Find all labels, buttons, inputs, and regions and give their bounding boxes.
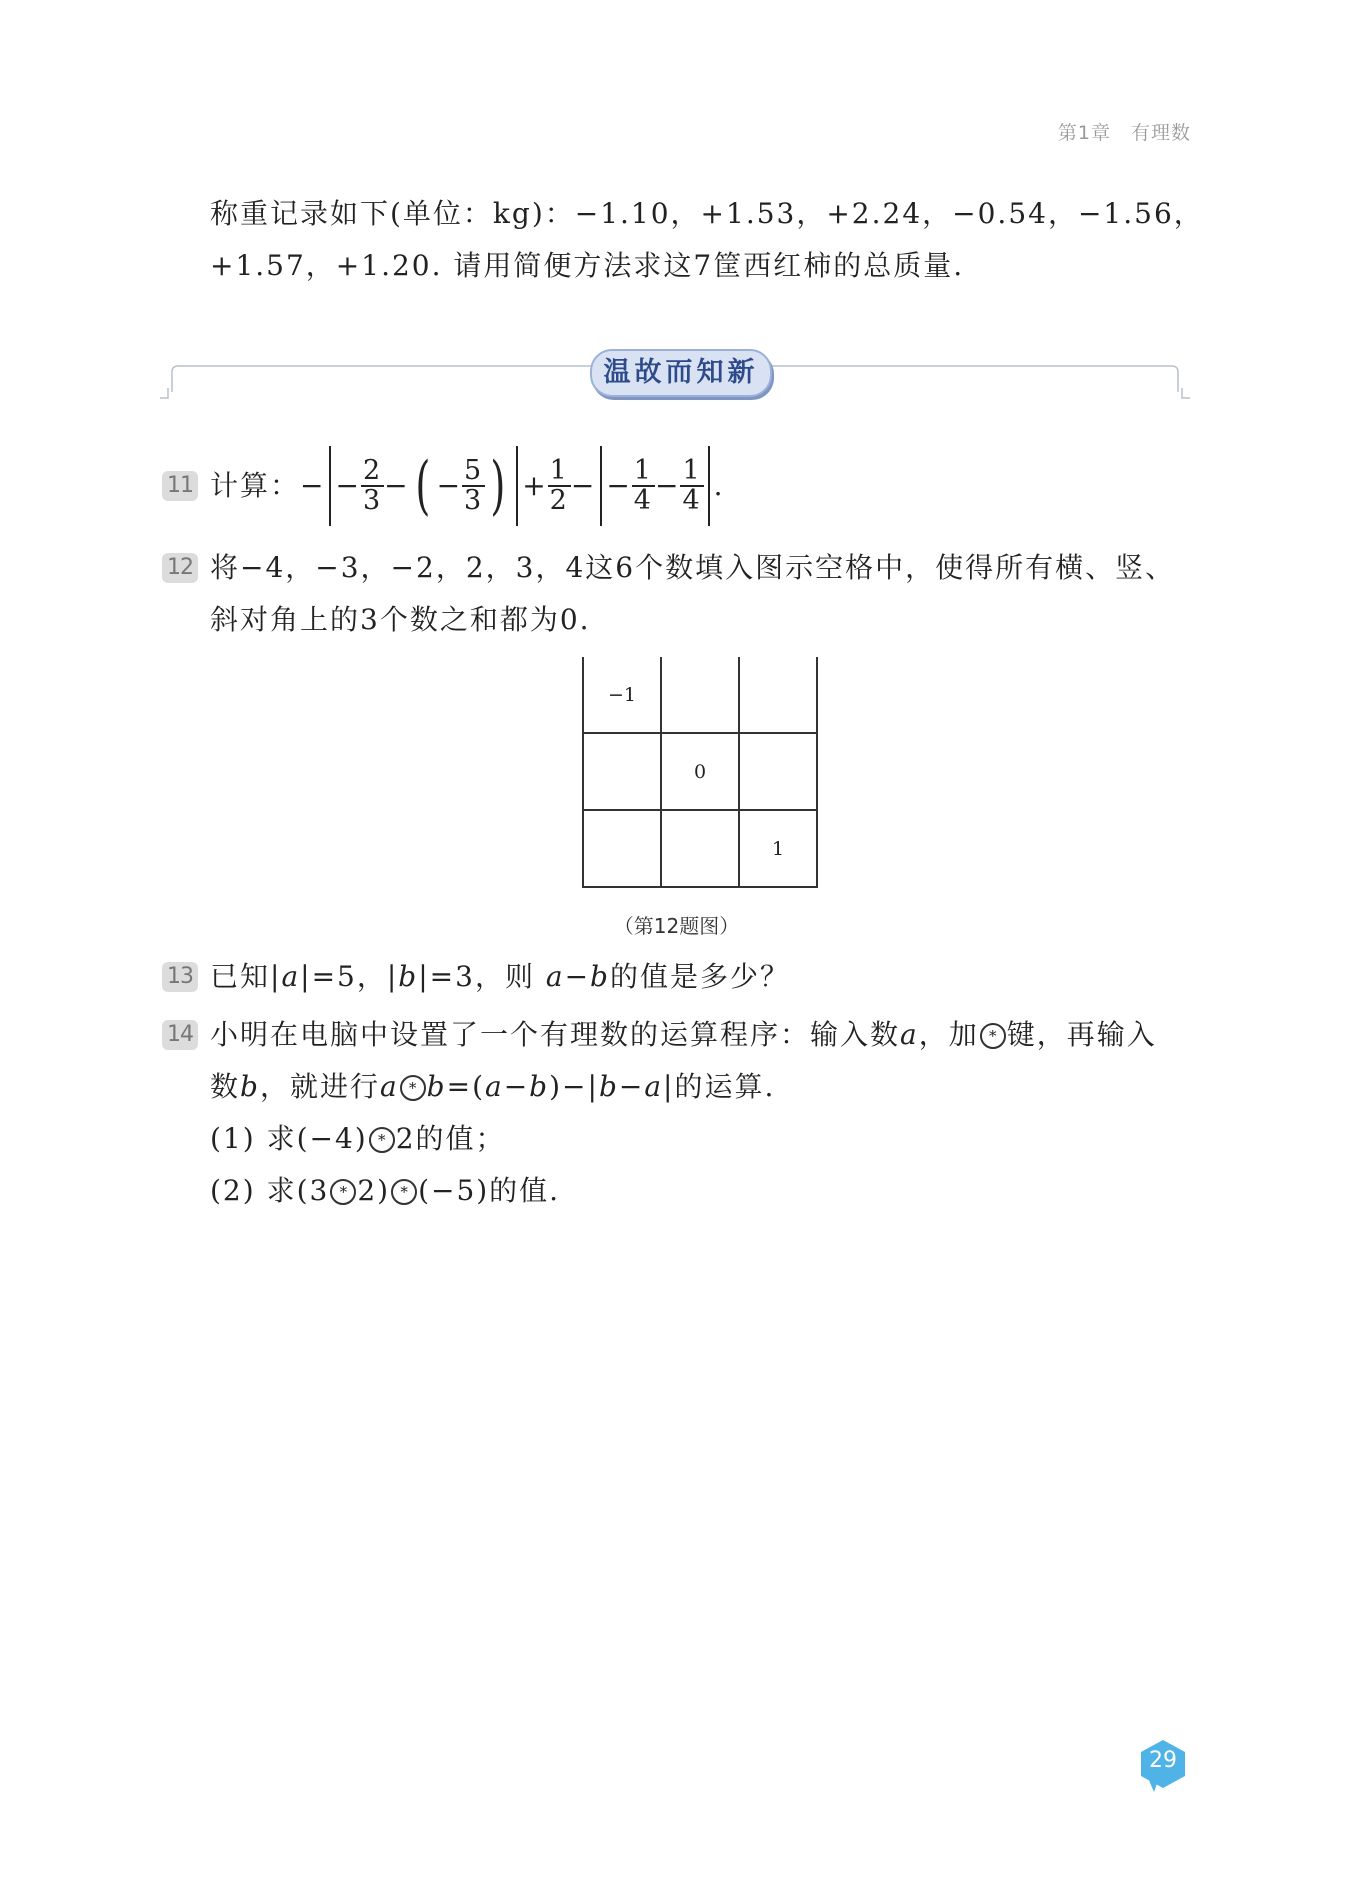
q14-subquestion-2 bbox=[210, 1174, 561, 1207]
grid-cell: −1 bbox=[583, 657, 661, 733]
fraction-numerator: 2 bbox=[362, 454, 383, 486]
var-b: b bbox=[590, 960, 610, 993]
question-number-11: 11 bbox=[162, 471, 198, 501]
abs-bar bbox=[329, 446, 331, 526]
var-a: a bbox=[485, 1070, 504, 1103]
fraction-denominator: 4 bbox=[682, 485, 702, 516]
circled-asterisk-icon: * bbox=[980, 1023, 1006, 1049]
question-11 bbox=[210, 446, 725, 526]
grid-cell bbox=[661, 657, 739, 733]
fraction-numerator: 1 bbox=[549, 454, 569, 486]
fraction bbox=[361, 454, 384, 516]
intro-line-1: 称重记录如下(单位：kg)：−1.10，+1.53，+2.24，−0.54，−1.56， bbox=[210, 197, 1204, 230]
q11-minus: − bbox=[300, 469, 326, 502]
q13-text: |=3，则 bbox=[418, 960, 546, 993]
question-number-13: 13 bbox=[162, 962, 198, 992]
q14-text: 数 bbox=[210, 1070, 241, 1103]
q13-text: |=5，| bbox=[300, 960, 399, 993]
q11-end: . bbox=[713, 469, 725, 502]
q11-label: 计算： bbox=[210, 469, 301, 502]
q14-text: 小明在电脑中设置了一个有理数的运算程序：输入数 bbox=[210, 1018, 901, 1051]
var-a: a bbox=[379, 1070, 399, 1103]
q13-text: 的值是多少？ bbox=[609, 960, 790, 993]
circled-asterisk-icon: * bbox=[369, 1127, 395, 1153]
q12-line-1: 将−4，−3，−2，2，3，4这6个数填入图示空格中，使得所有横、竖、 bbox=[210, 551, 1176, 584]
section-title: 温故而知新 bbox=[590, 349, 772, 397]
q11-minus: − bbox=[654, 469, 681, 502]
fraction bbox=[548, 454, 571, 516]
var-b: b bbox=[426, 1070, 447, 1103]
fraction-denominator: 2 bbox=[549, 485, 569, 516]
q12-line-2: 斜对角上的3个数之和都为0. bbox=[210, 603, 591, 636]
right-paren: ) bbox=[490, 449, 507, 523]
grid-cell: 1 bbox=[739, 810, 817, 887]
q12-figure-grid bbox=[582, 657, 818, 888]
var-b: b bbox=[240, 1070, 260, 1103]
var-b: b bbox=[398, 960, 419, 993]
var-a: a bbox=[900, 1018, 919, 1051]
q11-minus: − bbox=[384, 469, 410, 502]
q14-line-1 bbox=[210, 1018, 1157, 1051]
q11-plus: + bbox=[522, 469, 548, 502]
q14-text: 2) bbox=[357, 1174, 391, 1207]
q11-minus: − bbox=[335, 469, 361, 502]
q11-minus: − bbox=[606, 469, 632, 502]
q14-text: − bbox=[618, 1070, 645, 1103]
var-a: a bbox=[281, 960, 301, 993]
q14-subquestion-1 bbox=[210, 1122, 506, 1155]
var-b: b bbox=[598, 1070, 619, 1103]
q14-text: )−| bbox=[549, 1070, 599, 1103]
grid-cell bbox=[739, 657, 817, 733]
abs-bar bbox=[516, 446, 518, 526]
question-number-12: 12 bbox=[162, 553, 198, 583]
figure-caption: （第12题图） bbox=[613, 914, 740, 938]
q13-text: − bbox=[564, 960, 591, 993]
fraction bbox=[632, 454, 655, 516]
q14-text: ，就进行 bbox=[259, 1070, 380, 1103]
chapter-title: 有理数 bbox=[1130, 122, 1191, 144]
var-a: a bbox=[644, 1070, 664, 1103]
fraction-denominator: 3 bbox=[362, 485, 383, 516]
q14-text: (1) 求(−4) bbox=[210, 1122, 368, 1155]
fraction-numerator: 1 bbox=[682, 454, 702, 486]
var-a: a bbox=[545, 960, 565, 993]
intro-line-2: +1.57，+1.20. 请用简便方法求这7筐西红柿的总质量. bbox=[210, 249, 965, 282]
abs-bar bbox=[708, 446, 710, 526]
q14-line-2 bbox=[210, 1070, 776, 1103]
q13-text: 已知| bbox=[210, 960, 282, 993]
abs-bar bbox=[600, 446, 602, 526]
q14-text: 2的值； bbox=[395, 1122, 506, 1155]
q14-text: 键，再输入 bbox=[1006, 1018, 1157, 1051]
grid-cell bbox=[661, 810, 739, 887]
q14-text: − bbox=[503, 1070, 530, 1103]
page-header bbox=[1058, 118, 1191, 145]
fraction bbox=[462, 454, 485, 516]
grid-cell bbox=[739, 733, 817, 810]
q14-text: ，加 bbox=[918, 1018, 979, 1051]
q14-text: =( bbox=[446, 1070, 485, 1103]
circled-asterisk-icon: * bbox=[391, 1179, 417, 1205]
grid-cell: 0 bbox=[661, 733, 739, 810]
q14-text: (−5)的值. bbox=[418, 1174, 561, 1207]
q14-text: |的运算. bbox=[663, 1070, 776, 1103]
grid-cell bbox=[583, 733, 661, 810]
var-b: b bbox=[529, 1070, 550, 1103]
fraction-denominator: 4 bbox=[633, 485, 653, 516]
question-number-14: 14 bbox=[162, 1020, 198, 1050]
grid-cell bbox=[583, 810, 661, 887]
page-number: 29 bbox=[1149, 1748, 1177, 1773]
fraction-denominator: 3 bbox=[464, 485, 484, 516]
circled-asterisk-icon: * bbox=[400, 1075, 426, 1101]
circled-asterisk-icon: * bbox=[330, 1179, 356, 1205]
q14-text: (2) 求(3 bbox=[210, 1174, 330, 1207]
fraction bbox=[680, 454, 703, 516]
q11-minus: − bbox=[570, 469, 597, 502]
question-13 bbox=[210, 960, 790, 993]
q11-minus: − bbox=[436, 469, 463, 502]
fraction-numerator: 1 bbox=[633, 454, 653, 486]
left-paren: ( bbox=[415, 449, 432, 523]
fraction-numerator: 5 bbox=[464, 454, 484, 486]
chapter-label: 第1章 bbox=[1057, 122, 1111, 144]
